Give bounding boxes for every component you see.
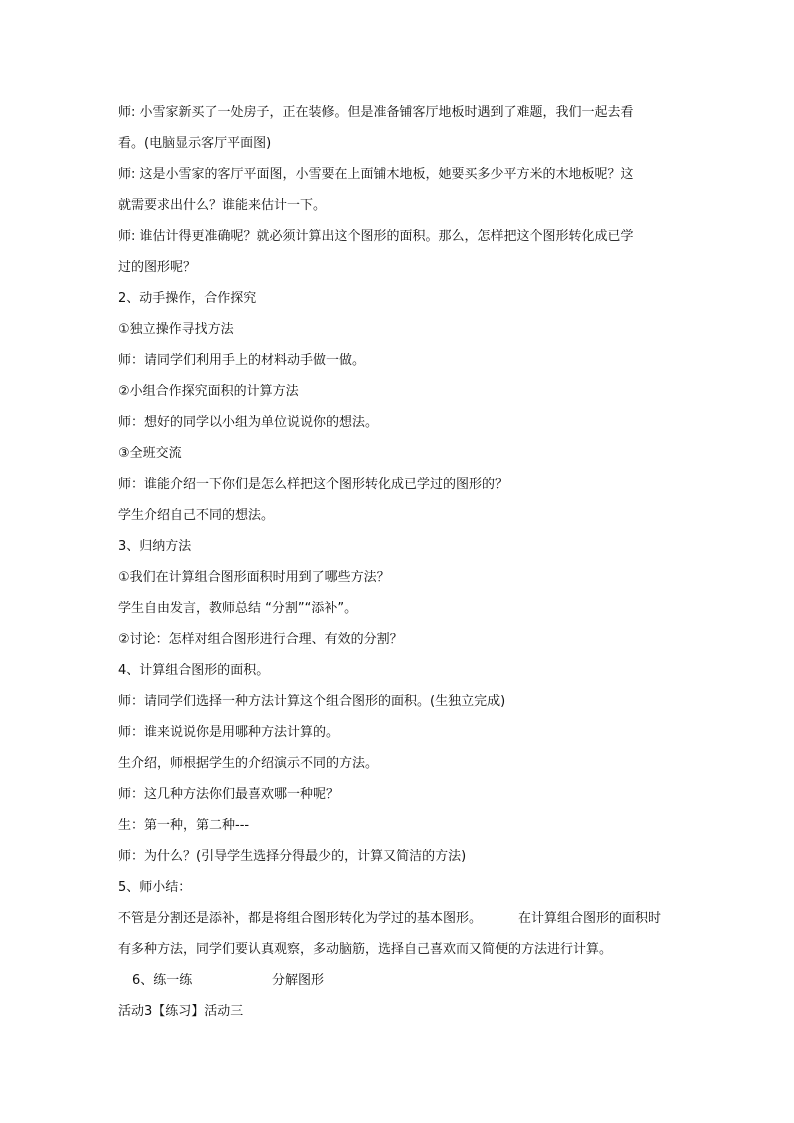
section-heading: 5、师小结： <box>118 880 192 895</box>
summary-part-1: 不管是分割还是添补，都是将组合图形转化为学过的基本图形。 <box>118 911 483 926</box>
paragraph-line: 师：请同学们利用手上的材料动手做一做。 <box>118 353 366 368</box>
paragraph-line: 师: 小雪家新买了一处房子，正在装修。但是准备铺客厅地板时遇到了难题，我们一起去看 <box>118 105 634 120</box>
practice-heading: 6、练一练 <box>132 973 193 988</box>
section-heading: 3、归纳方法 <box>118 539 192 554</box>
paragraph-line: ③全班交流 <box>118 446 182 461</box>
paragraph-line: 师：请同学们选择一种方法计算这个组合图形的面积。(生独立完成) <box>118 694 506 709</box>
paragraph-line: 师：想好的同学以小组为单位说说你的想法。 <box>118 415 379 430</box>
paragraph-line: 师：为什么？(引导学生选择分得最少的，计算又简洁的方法) <box>118 849 467 864</box>
paragraph-line: 有多种方法，同学们要认真观察，多动脑筋，选择自己喜欢而又简便的方法进行计算。 <box>118 942 613 957</box>
section-heading: 2、动手操作，合作探究 <box>118 291 257 306</box>
paragraph-line: 生：第一种，第二种--- <box>118 818 250 833</box>
summary-part-2: 在计算组合图形的面积时 <box>518 911 662 926</box>
paragraph-line: 学生自由发言，教师总结 “分割”“添补”。 <box>118 601 358 616</box>
paragraph-line: 就需要求出什么？谁能来估计一下。 <box>118 198 327 213</box>
paragraph-line: 师：这几种方法你们最喜欢哪一种呢？ <box>118 787 340 802</box>
paragraph-line: 过的图形呢？ <box>118 260 197 275</box>
paragraph-line: ②小组合作探究面积的计算方法 <box>118 384 299 399</box>
paragraph-line: 师: 这是小雪家的客厅平面图，小雪要在上面铺木地板，她要买多少平方米的木地板呢？这 <box>118 167 634 182</box>
paragraph-line: 师：谁来说说你是用哪种方法计算的。 <box>118 725 340 740</box>
paragraph-line: 看。(电脑显示客厅平面图) <box>118 136 272 151</box>
paragraph-line: ①独立操作寻找方法 <box>118 322 234 337</box>
paragraph-line: ②讨论：怎样对组合图形进行合理、有效的分割？ <box>118 632 403 647</box>
paragraph-line: 生介绍，师根据学生的介绍演示不同的方法。 <box>118 756 379 771</box>
activity-heading: 活动3【练习】活动三 <box>118 1004 244 1019</box>
paragraph-line: 学生介绍自己不同的想法。 <box>118 508 275 523</box>
summary-line <box>118 911 684 927</box>
paragraph-line: 师: 谁估计得更准确呢？就必须计算出这个图形的面积。那么，怎样把这个图形转化成已学 <box>118 229 634 244</box>
practice-topic: 分解图形 <box>272 973 325 988</box>
section-heading: 4、计算组合图形的面积。 <box>118 663 270 678</box>
paragraph-line: ①我们在计算组合图形面积时用到了哪些方法？ <box>118 570 390 585</box>
paragraph-line: 师：谁能介绍一下你们是怎么样把这个图形转化成已学过的图形的？ <box>118 477 509 492</box>
